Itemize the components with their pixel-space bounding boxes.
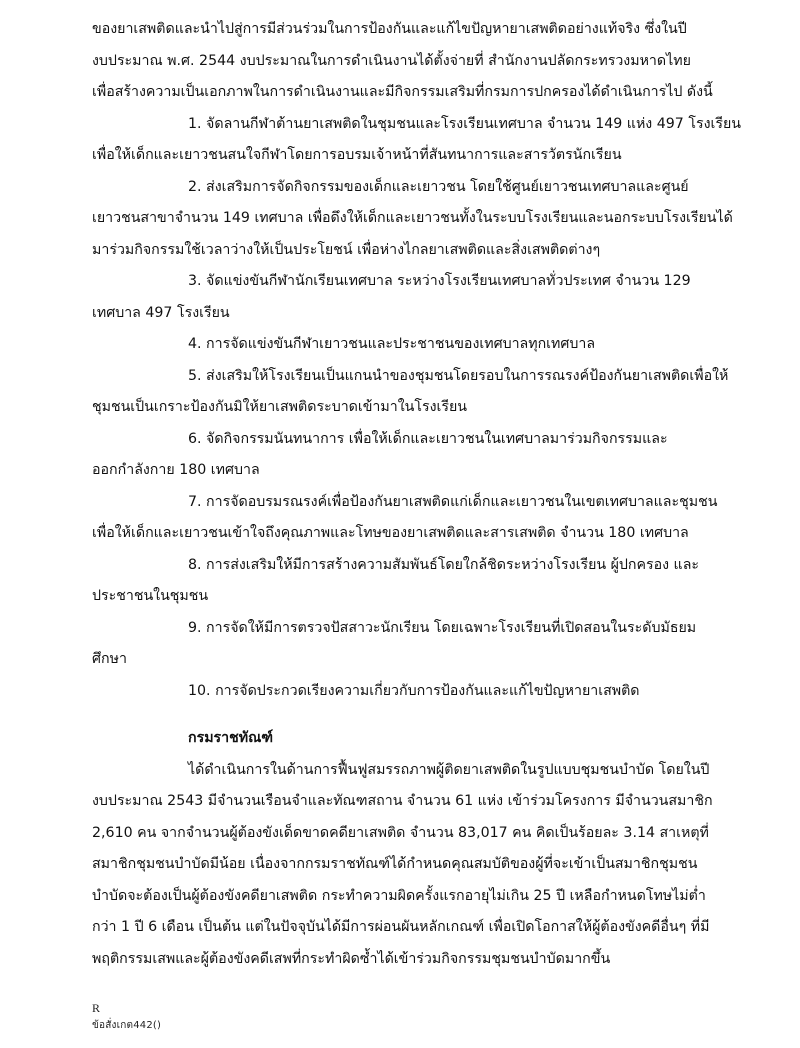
list-item: 5. ส่งเสริมให้โรงเรียนเป็นแกนนำของชุมชนโดยรอบในการรณรงค์ป้องกันยาเสพติดเพื่อให้ xyxy=(188,367,729,384)
list-item: 4. การจัดแข่งขันกีฬาเยาวชนและประชาชนของเทศบาลทุกเทศบาล xyxy=(188,336,596,352)
list-item: 9. การจัดให้มีการตรวจปัสสาวะนักเรียน โดยเฉพาะโรงเรียนที่เปิดสอนในระดับมัธยม xyxy=(188,619,697,636)
list-item: 10. การจัดประกวดเรียงความเกี่ยวกับการป้องกันและแก้ไขปัญหายาเสพติด xyxy=(188,682,640,699)
paragraph: ได้ดำเนินการในด้านการฟื้นฟูสมรรถภาพผู้ติดยาเสพติดในรูปแบบชุมชนบำบัด โดยในปี xyxy=(188,761,710,778)
paragraph: ออกกำลังกาย 180 เทศบาล xyxy=(92,462,260,478)
paragraph: เพื่อให้เด็กและเยาวชนเข้าใจถึงคุณภาพและโทษของยาเสพติดและสารเสพติด จำนวน 180 เทศบาล xyxy=(92,525,689,541)
paragraph: เพื่อให้เด็กและเยาวชนสนใจกีฬาโดยการอบรมเจ้าหน้าที่สันทนาการและสารวัตรนักเรียน xyxy=(92,147,622,163)
paragraph: งบประมาณ 2543 มีจำนวนเรือนจำและทัณฑสถาน จำนวน 61 แห่ง เข้าร่วมโครงการ มีจำนวนสมาชิก xyxy=(92,793,713,809)
list-item: 2. ส่งเสริมการจัดกิจกรรมของเด็กและเยาวชน โดยใช้ศูนย์เยาวชนเทศบาลและศูนย์ xyxy=(188,178,689,195)
paragraph: ชุมชนเป็นเกราะป้องกันมิให้ยาเสพติดระบาดเข้ามาในโรงเรียน xyxy=(92,399,467,415)
paragraph: กว่า 1 ปี 6 เดือน เป็นต้น แต่ในปัจจุบันได้มีการผ่อนผันหลักเกณฑ์ เพื่อเปิดโอกาสให้ผู้ต้องขังคดีอื่นๆ ที่มี xyxy=(92,919,710,935)
section-spacer xyxy=(92,707,748,723)
paragraph: ประชาชนในชุมชน xyxy=(92,588,209,604)
paragraph: สมาชิกชุมชนบำบัดมีน้อย เนื่องจากกรมราชทัณฑ์ได้กำหนดคุณสมบัติของผู้ที่จะเข้าเป็นสมาชิกชุมชน xyxy=(92,856,698,872)
page-footer xyxy=(92,1000,161,1034)
paragraph: พฤติกรรมเสพและผู้ต้องขังคดีเสพที่กระทำผิดซ้ำได้เข้าร่วมกิจกรรมชุมชนบำบัดมากขึ้น xyxy=(92,950,611,967)
document-body xyxy=(92,14,748,975)
list-item: 1. จัดลานกีฬาต้านยาเสพติดในชุมชนและโรงเรียนเทศบาล จำนวน 149 แห่ง 497 โรงเรียน xyxy=(188,115,741,132)
footer-code: ข้อสั่งเกต442() xyxy=(92,1020,162,1031)
paragraph: ของยาเสพติดและนำไปสู่การมีส่วนร่วมในการป้องกันและแก้ไขปัญหายาเสพติดอย่างแท้จริง ซึ่งในปี xyxy=(92,21,687,37)
list-item: 7. การจัดอบรมรณรงค์เพื่อป้องกันยาเสพติดแก่เด็กและเยาวชนในเขตเทศบาลและชุมชน xyxy=(188,493,718,510)
paragraph: งบประมาณ พ.ศ. 2544 งบประมาณในการดำเนินงานได้ตั้งจ่ายที่ สำนักงานปลัดกระทรวงมหาดไทย xyxy=(92,52,691,69)
paragraph: มาร่วมกิจกรรมใช้เวลาว่างให้เป็นประโยชน์ เพื่อห่างไกลยาเสพติดและสิ่งเสพติดต่างๆ xyxy=(92,241,601,258)
paragraph: เทศบาล 497 โรงเรียน xyxy=(92,304,230,321)
paragraph: เพื่อสร้างความเป็นเอกภาพในการดำเนินงานและมีกิจกรรมเสริมที่กรมการปกครองได้ดำเนินการไป ดังนี้ xyxy=(92,84,713,100)
list-item: 8. การส่งเสริมให้มีการสร้างความสัมพันธ์โดยใกล้ชิดระหว่างโรงเรียน ผู้ปกครอง และ xyxy=(188,556,700,573)
section-heading: กรมราชทัณฑ์ xyxy=(188,730,274,746)
paragraph: บำบัดจะต้องเป็นผู้ต้องขังคดียาเสพติด กระทำความผิดครั้งแรกอายุไม่เกิน 25 ปี เหลือกำหนดโทษไม่ต่ำ xyxy=(92,887,706,904)
paragraph: ศึกษา xyxy=(92,651,127,667)
paragraph: 2,610 คน จากจำนวนผู้ต้องขังเด็ดขาดคดียาเสพติด จำนวน 83,017 คน คิดเป็นร้อยละ 3.14 สาเหตุที่ xyxy=(92,824,709,841)
list-item: 6. จัดกิจกรรมนันทนาการ เพื่อให้เด็กและเยาวชนในเทศบาลมาร่วมกิจกรรมและ xyxy=(188,430,668,447)
list-item: 3. จัดแข่งขันกีฬานักเรียนเทศบาล ระหว่างโรงเรียนเทศบาลทั่วประเทศ จำนวน 129 xyxy=(188,273,691,289)
footer-mark: R xyxy=(92,1001,101,1015)
paragraph: เยาวชนสาขาจำนวน 149 เทศบาล เพื่อดึงให้เด็กและเยาวชนทั้งในระบบโรงเรียนและนอกระบบโรงเรียนได้ xyxy=(92,210,733,226)
